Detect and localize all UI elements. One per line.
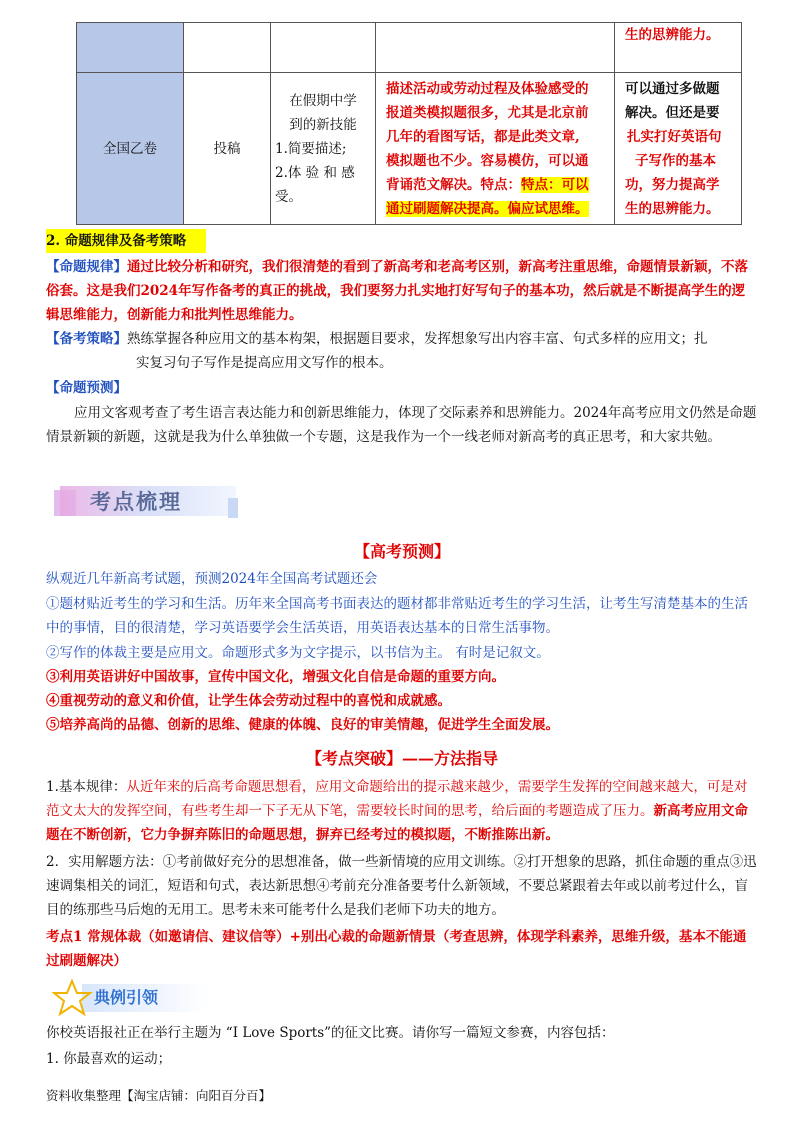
kaodian-text: 新高考应用文命题在不断创新，它力争摒弃陈旧的命题思想，摒弃已经考过的模拟题，不断推陈出新。 — [46, 803, 748, 843]
kaodian-label: 2．实用解题方法： — [46, 854, 163, 870]
task-line: 在假期中学 — [289, 92, 357, 109]
forecast-label-text: 【命题预测】 — [46, 380, 127, 396]
table-cell — [77, 23, 184, 73]
analysis-line: 描述活动或劳动过程及体验感受的 — [386, 80, 589, 97]
kaodian-label: 1.基本规律： — [46, 779, 127, 795]
advice-line: 扎实打好英语句 — [627, 128, 722, 145]
kaodian-point1: 考点1 常规体裁（如邀请信、建议信等）+别出心裁的命题新情景（考查思辨，体现学科素养，思维升级，基本不能通过刷题解决） — [46, 929, 747, 969]
table-cell — [376, 23, 615, 73]
analysis-line: 报道类模拟题很多，尤其是北京前 — [386, 104, 589, 121]
kaodian-p2 — [46, 850, 758, 922]
kaodian-p1 — [46, 775, 758, 847]
example-item: 1. 你最喜欢的运动； — [46, 1051, 172, 1067]
exam-table — [76, 22, 742, 225]
banner-title: 考点梳理 — [90, 490, 182, 514]
kaodian-text: ①考前做好充分的思想准备，做一些新情境的应用文训练。②打开想象的思路，抓住命题的重点③迅速调集相关的词汇，短语和句式，表达新思想④考前充分准备要考什么新领域，不要总紧跟着去年或以前考过什么，盲目的练那些马后炮的无用工。思考未来可能考什么是我们老师下功夫的地方。 — [46, 854, 757, 918]
example-title: 典例引领 — [94, 988, 159, 1007]
task-line: 到的新技能 — [289, 116, 357, 133]
advice-line: 解决。但还是要 — [625, 104, 720, 121]
kaodian-text: 从近年来的后高考命题思想看，应用文命题给出的提示越来越少，需要学生发挥的空间越来越大，可是对范文太大的发挥空间，有些考生却一下子无从下笔，需要较长时间的思考，给后面的考题造成了压力。 — [46, 779, 748, 819]
analysis-line — [386, 197, 610, 221]
advice-line: 生的思辨能力。 — [625, 200, 720, 217]
gaokao-title: 【高考预测】 — [353, 542, 450, 561]
gaokao-point: ②写作的体裁主要是应用文。命题形式多为文字提示，以书信为主。 有时是记叙文。 — [46, 645, 550, 661]
advice-line: 功，努力提高学 — [625, 176, 720, 193]
genre-cell: 投稿 — [184, 73, 271, 225]
advice-line: 子写作的基本 — [635, 152, 716, 169]
forecast-text: 应用文客观考查了考生语言表达能力和创新思维能力，体现了交际素养和思辨能力。2024年高考应用文仍然是命题情景新颖的新题，这就是我为什么单独做一个专题，这是我作为一个一线老师对新高考的真正思考，和大家共勉。 — [46, 405, 757, 445]
rule-paragraph — [46, 255, 758, 327]
strategy-text: 熟练掌握各种应用文的基本构架，根据题目要求，发挥想象写出内容丰富、句式多样的应用文；扎 — [127, 331, 708, 347]
analysis-text: 背诵范文解决。特点： — [386, 176, 521, 193]
task-line: 1.简要描述; — [275, 140, 347, 157]
table-cell — [184, 23, 271, 73]
advice-text: 生的思辨能力。 — [625, 27, 720, 43]
rule-text: 通过比较分析和研究，我们很清楚的看到了新高考和老高考区别，新高考注重思维，命题情景新颖，不落俗套。这是我们2024年写作备考的真正的挑战，我们要努力扎实地打好写句子的基本功，然后就是不断提高学生的逻辑思维能力，创新能力和批判性思维能力。 — [46, 259, 748, 323]
kaodian-title: 【考点突破】——方法指导 — [305, 749, 498, 768]
strategy-paragraph — [46, 327, 758, 351]
gaokao-point: ③利用英语讲好中国故事，宣传中国文化，增强文化自信是命题的重要方向。 — [46, 669, 505, 685]
analysis-line: 几年的看图写话，都是此类文章, — [386, 128, 580, 145]
task-line: 受。 — [275, 188, 302, 205]
highlight-text: 特点：可以 — [521, 176, 589, 193]
gaokao-point: ⑤培养高尚的品德、创新的思维、健康的体魄、良好的审美情趣，促进学生全面发展。 — [46, 717, 559, 733]
rule-label: 【命题规律】 — [46, 259, 127, 275]
analysis-cell — [376, 73, 615, 225]
gaokao-point: ④重视劳动的意义和价值，让学生体会劳动过程中的喜悦和成就感。 — [46, 693, 451, 709]
gaokao-point: ①题材贴近考生的学习和生活。历年来全国高考书面表达的题材都非常贴近考生的学习生活，让考生写清楚基本的生活中的事情，目的很清楚，学习英语要学会生活英语，用英语表达基本的日常生活事物。 — [46, 596, 748, 636]
section-heading: 2. 命题规律及备考策略 — [46, 229, 206, 253]
table-row — [77, 73, 742, 225]
strategy-text: 实复习句子写作是提高应用文写作的根本。 — [136, 355, 393, 371]
analysis-line — [386, 173, 610, 197]
highlight-text: 通过刷题解决提高。偏应试思维。 — [386, 200, 589, 217]
example-task: 你校英语报社正在举行主题为 “I Love Sports”的征文比赛。请你写一篇短文参赛，内容包括： — [46, 1025, 615, 1041]
advice-line: 可以通过多做题 — [625, 80, 720, 97]
table-cell — [615, 23, 742, 73]
task-cell — [271, 73, 376, 225]
region-cell: 全国乙卷 — [77, 73, 184, 225]
strategy-label: 【备考策略】 — [46, 331, 127, 347]
analysis-line: 模拟题也不少。容易模仿，可以通 — [386, 152, 589, 169]
table-cell — [271, 23, 376, 73]
forecast-label — [46, 376, 758, 400]
table-row — [77, 23, 742, 73]
advice-cell — [615, 73, 742, 225]
gaokao-intro: 纵观近几年新高考试题，预测2024年全国高考试题还会 — [46, 571, 378, 587]
footer: 资料收集整理【淘宝店铺：向阳百分百】 — [46, 1088, 272, 1103]
task-line: 2.体 验 和 感 — [275, 164, 355, 181]
